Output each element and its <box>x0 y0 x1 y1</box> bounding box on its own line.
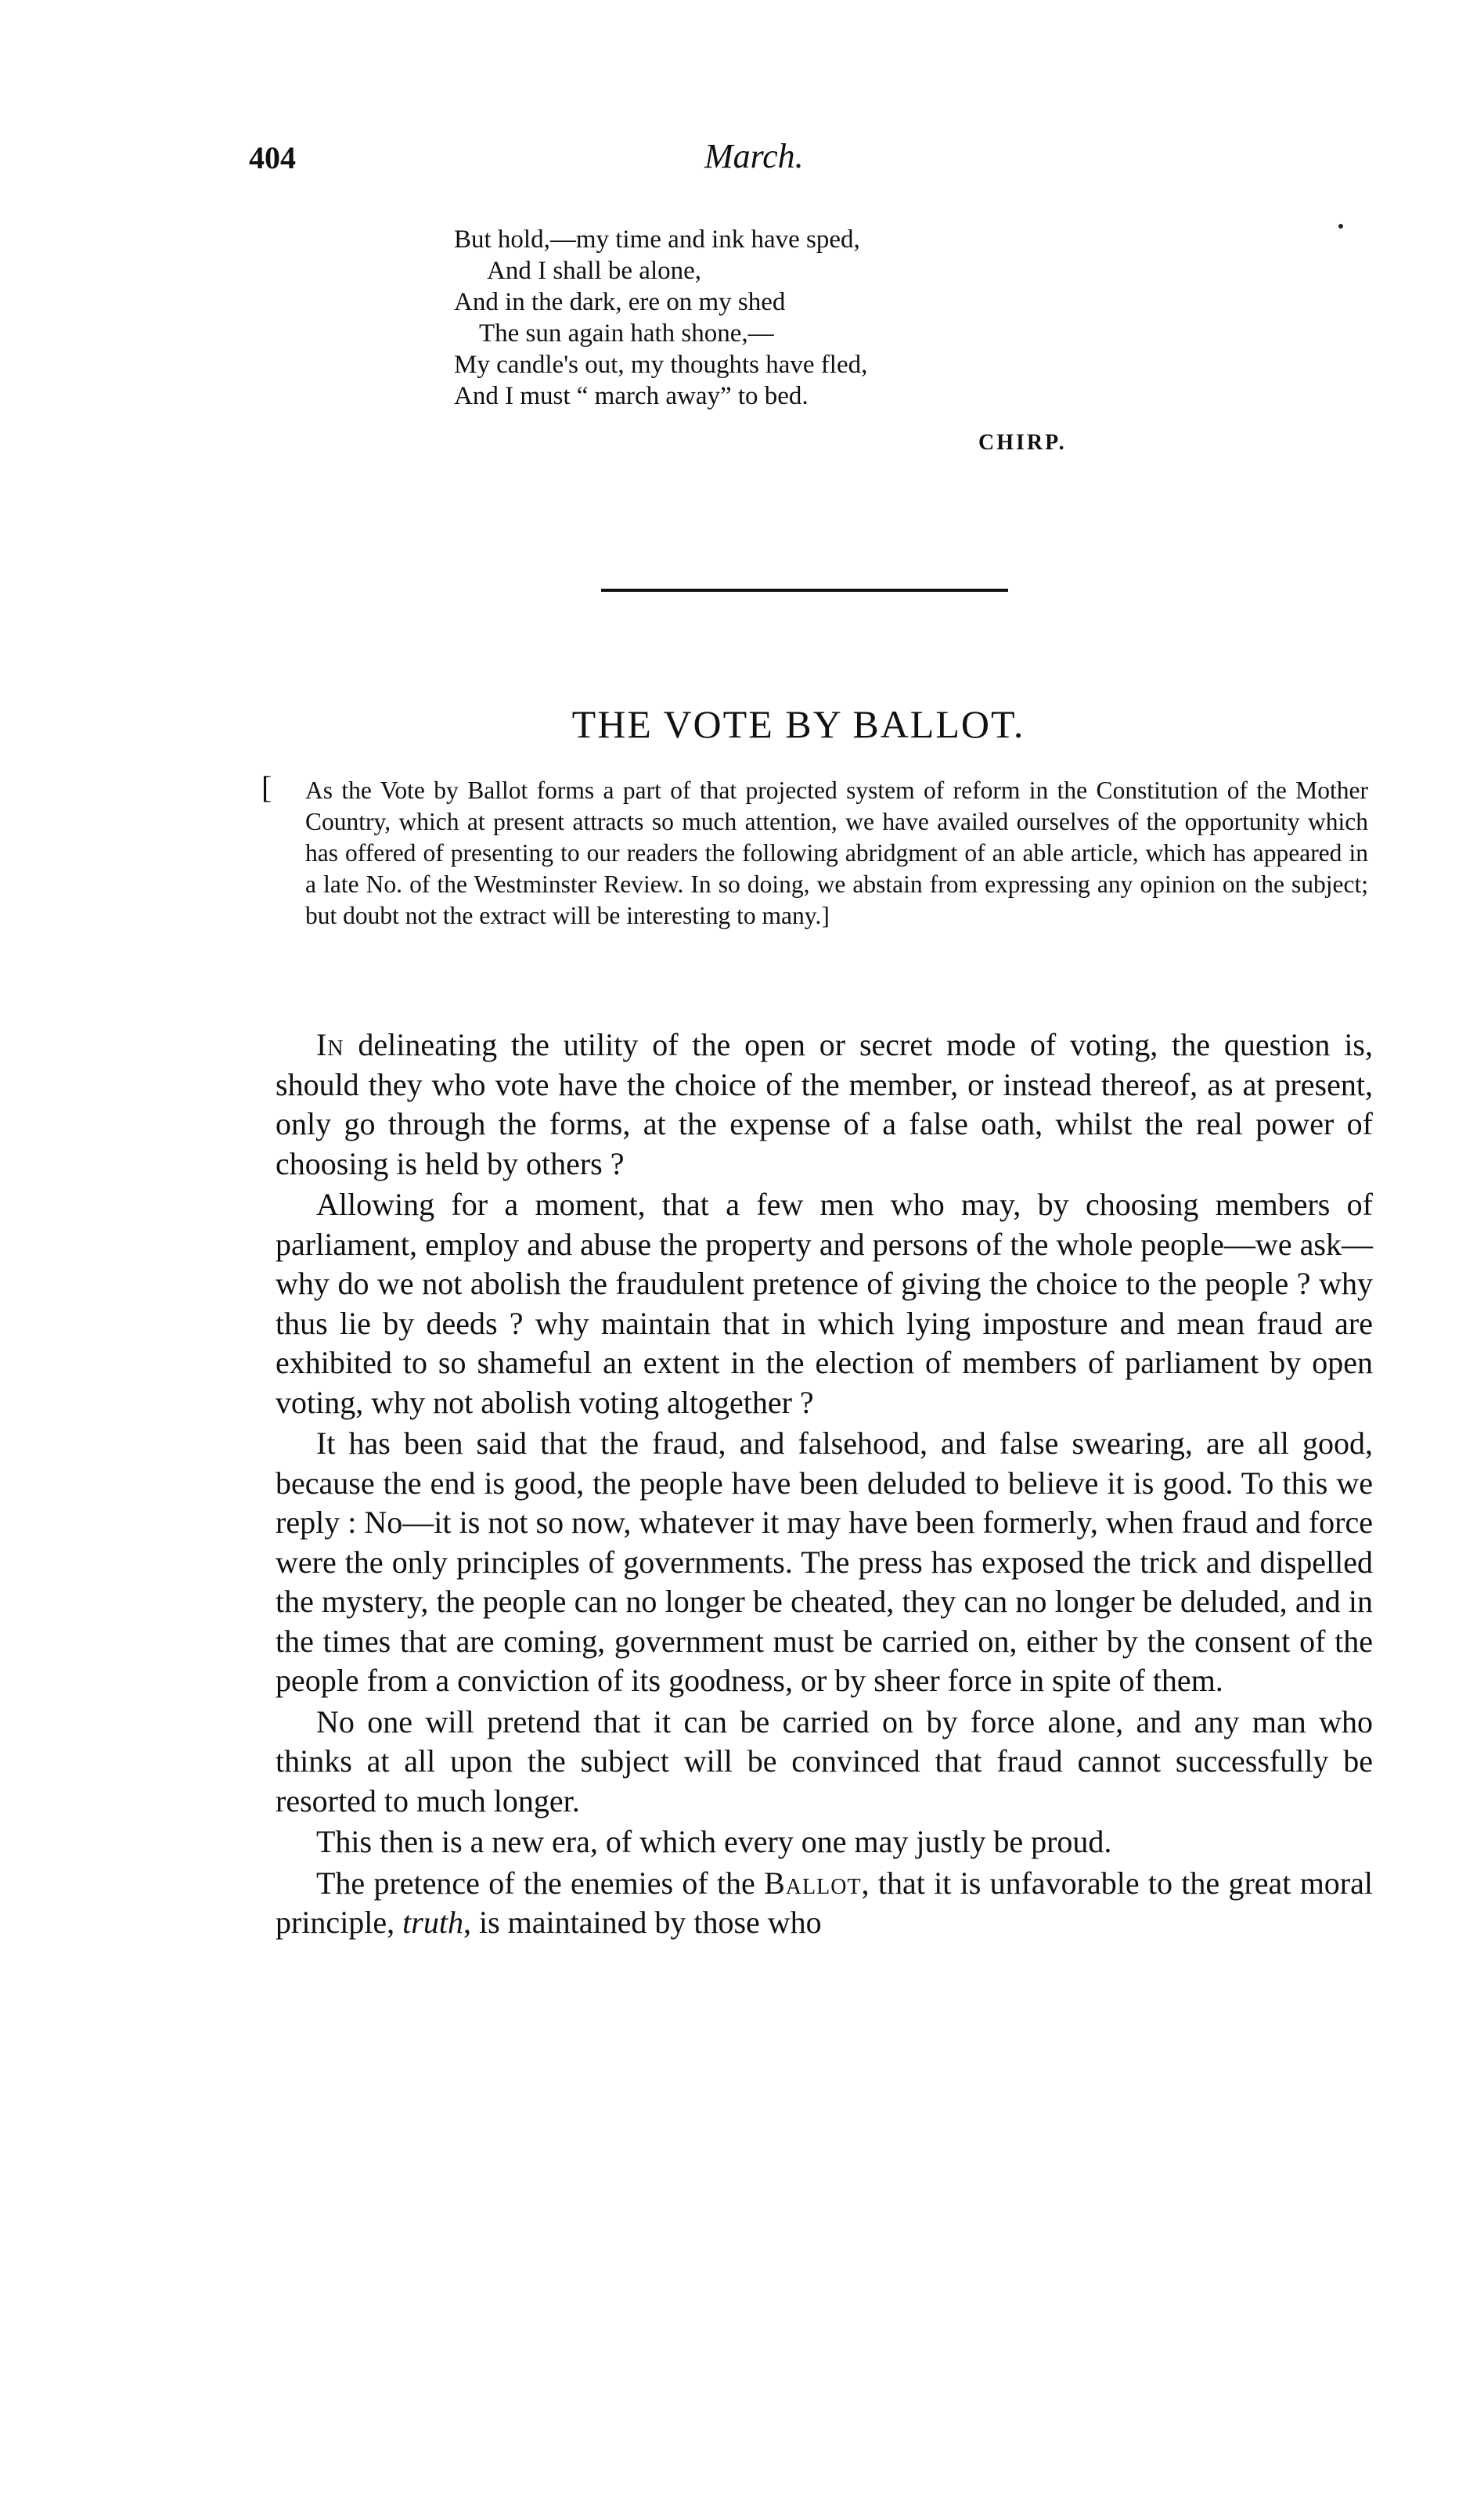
paragraph-text: , is maintained by those who <box>463 1905 822 1940</box>
article-body <box>276 1026 1373 1943</box>
editorial-note <box>261 770 1368 932</box>
truth-word: truth <box>402 1905 463 1940</box>
ballot-word: Ballot <box>764 1865 862 1901</box>
article-title: THE VOTE BY BALLOT. <box>571 702 1025 746</box>
poem-line: And I must “ march away” to bed. <box>454 382 809 410</box>
ink-speck <box>1338 224 1343 229</box>
editorial-note-text: As the Vote by Ballot forms a part of that projected system of reform in the Constitution of the Mother Country, which at present attracts so much attention, we have availed ourselves of the opportunity which has offered of presenting to our readers the following abridgment of an able article, which has appeared in a late No. of the Westminster Review. In so doing, we abstain from expressing any opinion on the subject; but doubt not the extract will be interesting to many.] <box>305 777 1368 929</box>
poem-line: But hold,—my time and ink have sped, <box>454 225 860 254</box>
paragraph-text: , that it is unfavorable to the great moral principle, <box>276 1865 1373 1940</box>
paragraph: Allowing for a moment, that a few men who may, by choosing members of parliament, employ and abuse the property and persons of the whole people—we ask—why do we not abolish the fraudulent pretence of giving the choice to the people ? why thus lie by deeds ? why maintain that in which lying imposture and mean fraud are exhibited to so shameful an extent in the election of members of parliament by open voting, why not abolish voting altogether ? <box>276 1187 1373 1420</box>
paragraph <box>276 1864 1373 1943</box>
poem-line: And I shall be alone, <box>487 257 702 285</box>
poem-line: The sun again hath shone,— <box>479 319 774 348</box>
running-head: March. <box>704 137 804 175</box>
paragraph-text: delineating the utility of the open or secret mode of voting, the question is, should they who vote have the choice of the member, or instead thereof, as at present, only go through the forms, at the expense of a false oath, whilst the real power of choosing is held by others ? <box>276 1027 1373 1181</box>
section-divider <box>601 589 1008 592</box>
drop-word: In <box>316 1027 344 1062</box>
paragraph: No one will pretend that it can be carried on by force alone, and any man who thinks at all upon the subject will be convinced that fraud cannot successfully be resorted to much longer. <box>276 1703 1373 1819</box>
poem-line: My candle's out, my thoughts have fled, <box>454 351 868 379</box>
paragraph: This then is a new era, of which every one may justly be proud. <box>316 1824 1112 1859</box>
poem-signature: CHIRP. <box>978 431 1067 455</box>
poem-stanza <box>454 224 1158 412</box>
paragraph <box>276 1026 1373 1184</box>
paragraph-text: The pretence of the enemies of the <box>316 1865 765 1901</box>
poem-line: And in the dark, ere on my shed <box>454 288 786 316</box>
opening-bracket: [ <box>261 770 272 805</box>
paragraph: It has been said that the fraud, and falsehood, and false swearing, are all good, because the end is good, the people have been deluded to believe it is good. To this we reply : No—it is not so now, whatever it may have been formerly, when fraud and force were the only principles of governments. The press has exposed the trick and dispelled the mystery, the people can no longer be cheated, they can no longer be deluded, and in the times that are coming, government must be carried on, either by the consent of the people from a conviction of its goodness, or by sheer force in spite of them. <box>276 1426 1373 1698</box>
page-number: 404 <box>249 140 296 175</box>
